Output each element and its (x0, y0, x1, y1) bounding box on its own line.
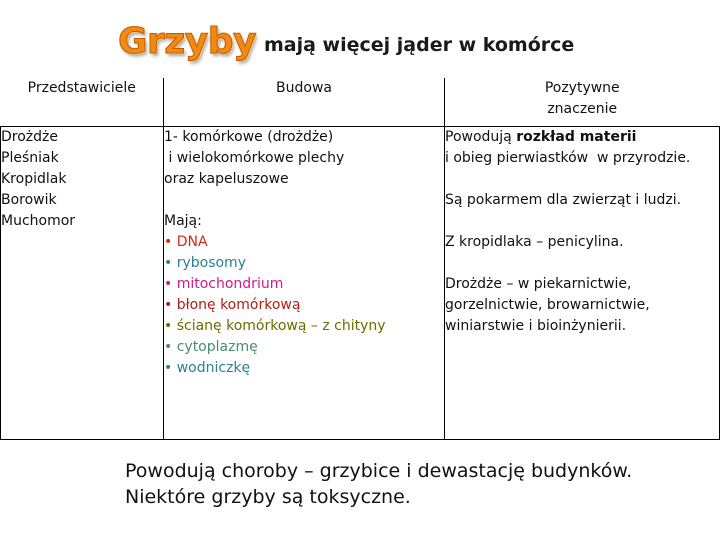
footer-note (125, 458, 632, 510)
positive-p4-line: winiarstwie i bioinżynierii. (445, 318, 627, 334)
spacer (445, 169, 719, 190)
positive-p1-bold: rozkład materii (516, 129, 637, 145)
list-item: Kropidlak (1, 171, 67, 187)
structure-intro-line: i wielokomórkowe plechy (164, 150, 345, 166)
list-item: Drożdże (1, 129, 58, 145)
positive-p1-line-1 (445, 127, 719, 148)
structure-item-vacuole: • wodniczkę (164, 360, 251, 376)
header-representatives: Przedstawiciele (1, 78, 164, 127)
positive-p4-line: Drożdże – w piekarnictwie, (445, 276, 632, 292)
structure-item-cytoplasm: • cytoplazmę (164, 339, 258, 355)
structure-item-ribosomes: • rybosomy (164, 255, 246, 271)
structure-item-cell-wall: • ścianę komórkową – z chityny (164, 318, 386, 334)
title-word-grzyby: Grzyby (118, 21, 256, 62)
structure-intro-line: oraz kapeluszowe (164, 171, 289, 187)
structure-have-label: Mają: (164, 213, 202, 229)
table-header-row (1, 78, 720, 127)
positive-cell (445, 127, 720, 440)
structure-item-mitochondrion: • mitochondrium (164, 276, 284, 292)
table-row (1, 127, 720, 440)
header-positive-line-2: znaczenie (547, 101, 618, 117)
title-rest: mają więcej jąder w komórce (263, 34, 575, 56)
spacer (164, 190, 444, 211)
spacer (445, 253, 719, 274)
positive-p4-line: gorzelnictwie, browarnictwie, (445, 297, 650, 313)
footer-line-2: Niektóre grzyby są toksyczne. (125, 486, 411, 508)
list-item: Pleśniak (1, 150, 59, 166)
header-structure: Budowa (276, 80, 332, 96)
representatives-cell (1, 127, 164, 440)
positive-p3: Z kropidlaka – penicylina. (445, 234, 624, 250)
fungi-table (0, 78, 720, 440)
header-positive-line-1: Pozytywne (544, 80, 620, 96)
structure-cell (164, 127, 445, 440)
footer-line-1: Powodują choroby – grzybice i dewastację budynków. (125, 460, 633, 482)
positive-p1-line-2: i obieg pierwiastków w przyrodzie. (445, 150, 691, 166)
spacer (445, 211, 719, 232)
page-title (118, 18, 574, 62)
list-item: Muchomor (1, 213, 76, 229)
structure-intro-line: 1- komórkowe (drożdże) (164, 129, 334, 145)
positive-p1-prefix: Powodują (445, 129, 517, 145)
structure-item-dna: • DNA (164, 234, 208, 250)
header-positive (445, 78, 720, 127)
structure-item-cell-membrane: • błonę komórkową (164, 297, 301, 313)
list-item: Borowik (1, 192, 57, 208)
positive-p2: Są pokarmem dla zwierząt i ludzi. (445, 192, 682, 208)
